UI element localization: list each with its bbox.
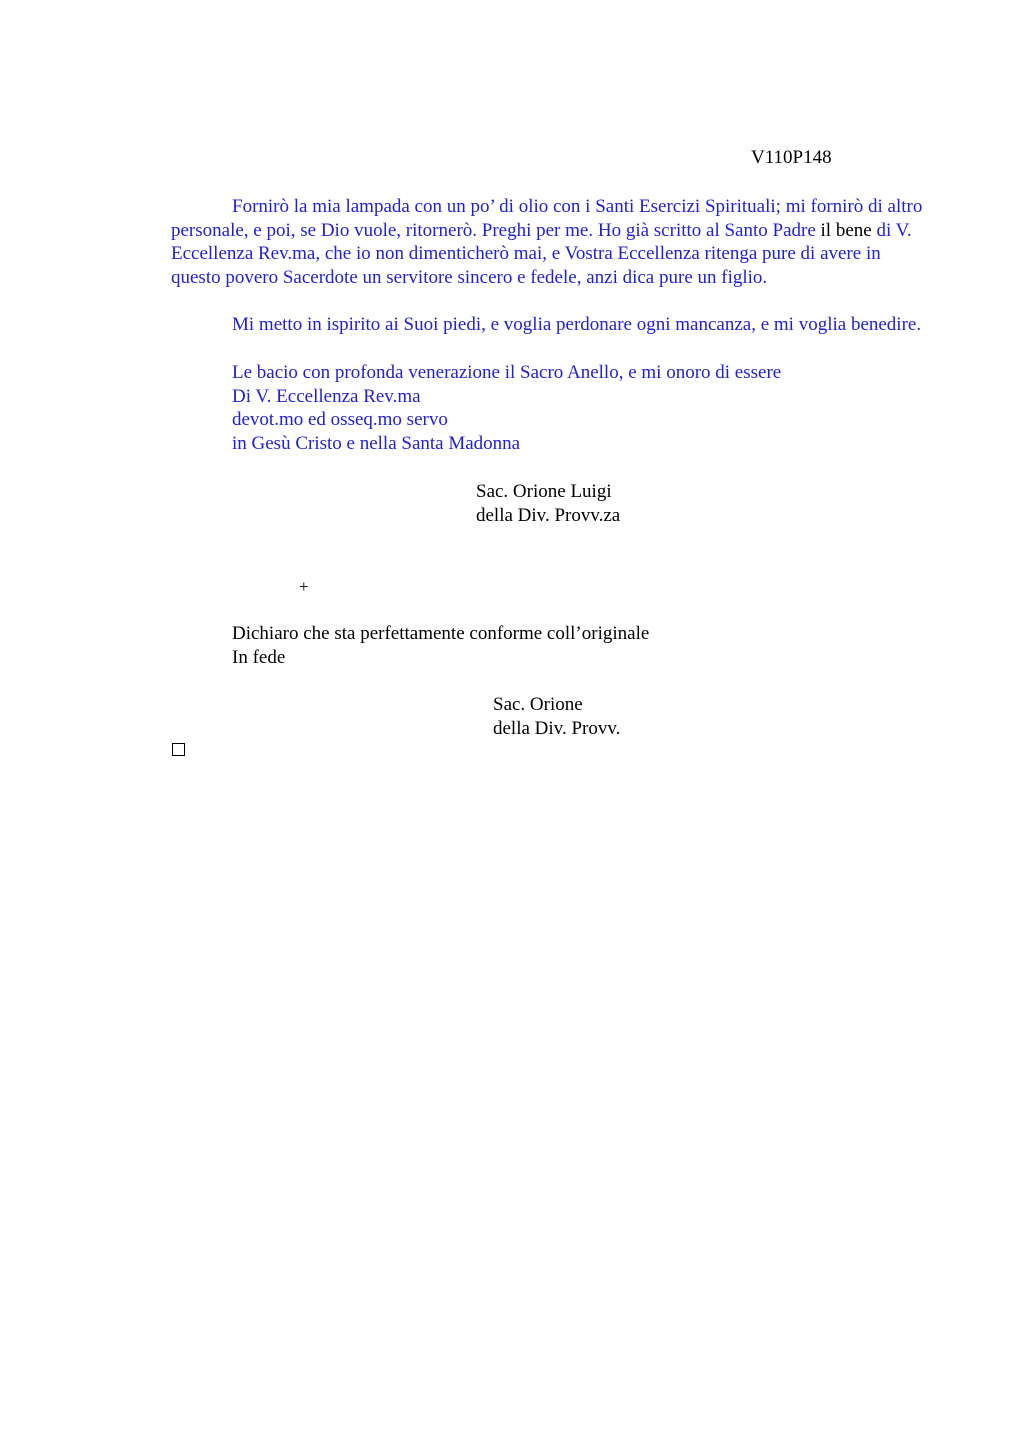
letter-paragraph-2: Mi metto in ispirito ai Suoi piedi, e voglia perdonare ogni mancanza, e mi voglia benedire. xyxy=(232,314,922,335)
closing-line-1: Le bacio con profonda venerazione il Sacro Anello, e mi onoro di essere xyxy=(232,362,782,383)
cross-symbol: + xyxy=(299,577,309,596)
signature-name: Sac. Orione Luigi xyxy=(476,481,612,502)
signature-title: della Div. Provv.za xyxy=(476,505,621,526)
declaration-line-2: In fede xyxy=(232,647,286,668)
second-signature-title: della Div. Provv. xyxy=(493,718,621,739)
paragraph-1-text-a: Fornirò la mia lampada con un po’ di olio con i Santi Esercizi Spirituali; mi fornirò di altro personale, e poi, se Dio vuole, ritornerò. Preghi per me. Ho già scritto al Santo Padre xyxy=(171,196,923,241)
declaration-line-1: Dichiaro che sta perfettamente conforme coll’originale xyxy=(232,623,650,644)
second-signature-name: Sac. Orione xyxy=(493,694,583,715)
checkbox-square xyxy=(172,743,185,756)
letter-paragraph-1 xyxy=(171,195,931,290)
document-code: V110P148 xyxy=(751,147,832,168)
closing-line-2: Di V. Eccellenza Rev.ma xyxy=(232,386,421,407)
closing-line-3: devot.mo ed osseq.mo servo xyxy=(232,409,448,430)
closing-line-4: in Gesù Cristo e nella Santa Madonna xyxy=(232,433,521,454)
paragraph-1-text-b: di V. Eccellenza Rev.ma, che io non dimenticherò mai, e Vostra Eccellenza ritenga pure di avere in questo povero Sacerdote un servitore sincero e fedele, anzi dica pure un figlio. xyxy=(171,219,912,289)
paragraph-1-text-bene: il bene xyxy=(815,219,877,241)
